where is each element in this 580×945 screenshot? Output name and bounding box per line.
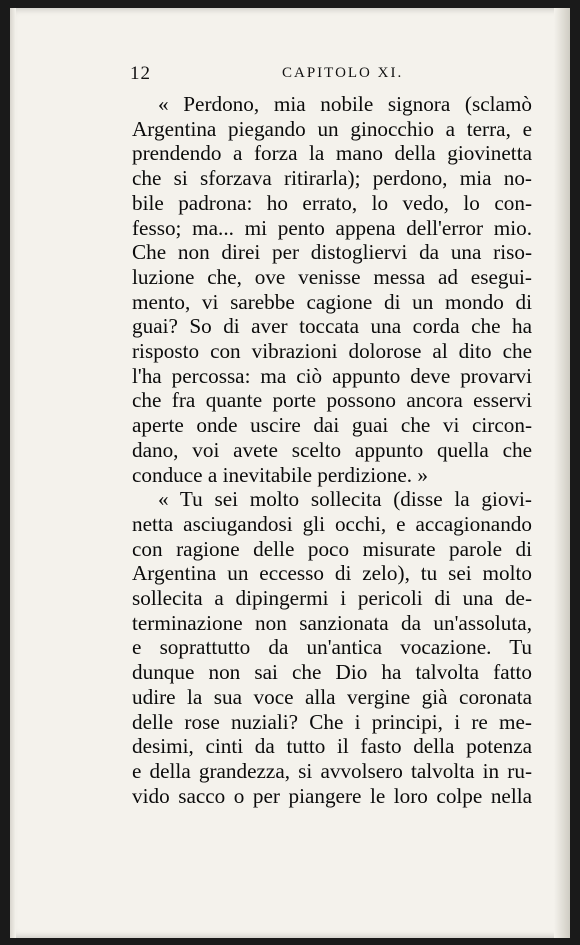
text-line: guai? So di aver toccata una corda che ha bbox=[132, 314, 532, 339]
text-line: mento, vi sarebbe cagione di un mondo di bbox=[132, 289, 532, 314]
text-line: dano, voi avete scelto appunto quella che bbox=[132, 437, 532, 462]
page-header bbox=[130, 63, 530, 87]
text-line: e soprattutto da un'antica vocazione. Tu bbox=[132, 635, 532, 660]
text-line: delle rose nuziali? Che i principi, i re me- bbox=[132, 709, 532, 734]
text-line: « Perdono, mia nobile signora (sclamò bbox=[158, 92, 532, 116]
page-left-edge bbox=[10, 8, 16, 938]
text-line: desimi, cinti da tutto il fasto della potenza bbox=[132, 734, 532, 759]
text-line: che fra quante porte possono ancora esservi bbox=[132, 388, 532, 413]
text-line: e della grandezza, si avvolsero talvolta in ru- bbox=[132, 758, 532, 783]
text-line: che si sforzava ritirarla); perdono, mia no- bbox=[132, 166, 532, 191]
text-line: aperte onde uscire dai guai che vi circon- bbox=[132, 413, 532, 438]
text-line: risposto con vibrazioni dolorose al dito che bbox=[132, 339, 532, 364]
page-right-edge bbox=[554, 8, 570, 938]
text-line: dunque non sai che Dio ha talvolta fatto bbox=[132, 660, 532, 685]
text-line: Argentina piegando un ginocchio a terra, e bbox=[132, 116, 532, 141]
text-line: « Tu sei molto sollecita (disse la giovi- bbox=[158, 487, 532, 512]
text-line: fesso; ma... mi pento appena dell'error mio. bbox=[132, 215, 532, 240]
running-head: CAPITOLO XI. bbox=[282, 65, 404, 81]
book-page bbox=[10, 8, 570, 938]
text-line: conduce a inevitabile perdizione. » bbox=[132, 462, 428, 487]
text-line: luzione che, ove venisse messa ad esegui- bbox=[132, 264, 532, 289]
text-line: l'ha percossa: ma ciò appunto deve provarvi bbox=[132, 363, 532, 388]
body-text bbox=[132, 92, 532, 808]
text-line: terminazione non sanzionata da un'assoluta, bbox=[132, 610, 532, 635]
page-number: 12 bbox=[130, 63, 151, 84]
text-line: bile padrona: ho errato, lo vedo, lo con- bbox=[132, 190, 532, 215]
text-line: prendendo a forza la mano della giovinetta bbox=[132, 141, 532, 166]
text-line: sollecita a dipingermi i pericoli di una de- bbox=[132, 586, 532, 611]
text-line: vido sacco o per piangere le loro colpe nella bbox=[132, 783, 532, 808]
text-line: Argentina un eccesso di zelo), tu sei molto bbox=[132, 561, 532, 586]
text-line: udire la sua voce alla vergine già coronata bbox=[132, 684, 532, 709]
text-line: con ragione delle poco misurate parole di bbox=[132, 536, 532, 561]
text-line: netta asciugandosi gli occhi, e accagionando bbox=[132, 511, 532, 536]
text-line: Che non direi per distogliervi da una riso- bbox=[132, 240, 532, 265]
